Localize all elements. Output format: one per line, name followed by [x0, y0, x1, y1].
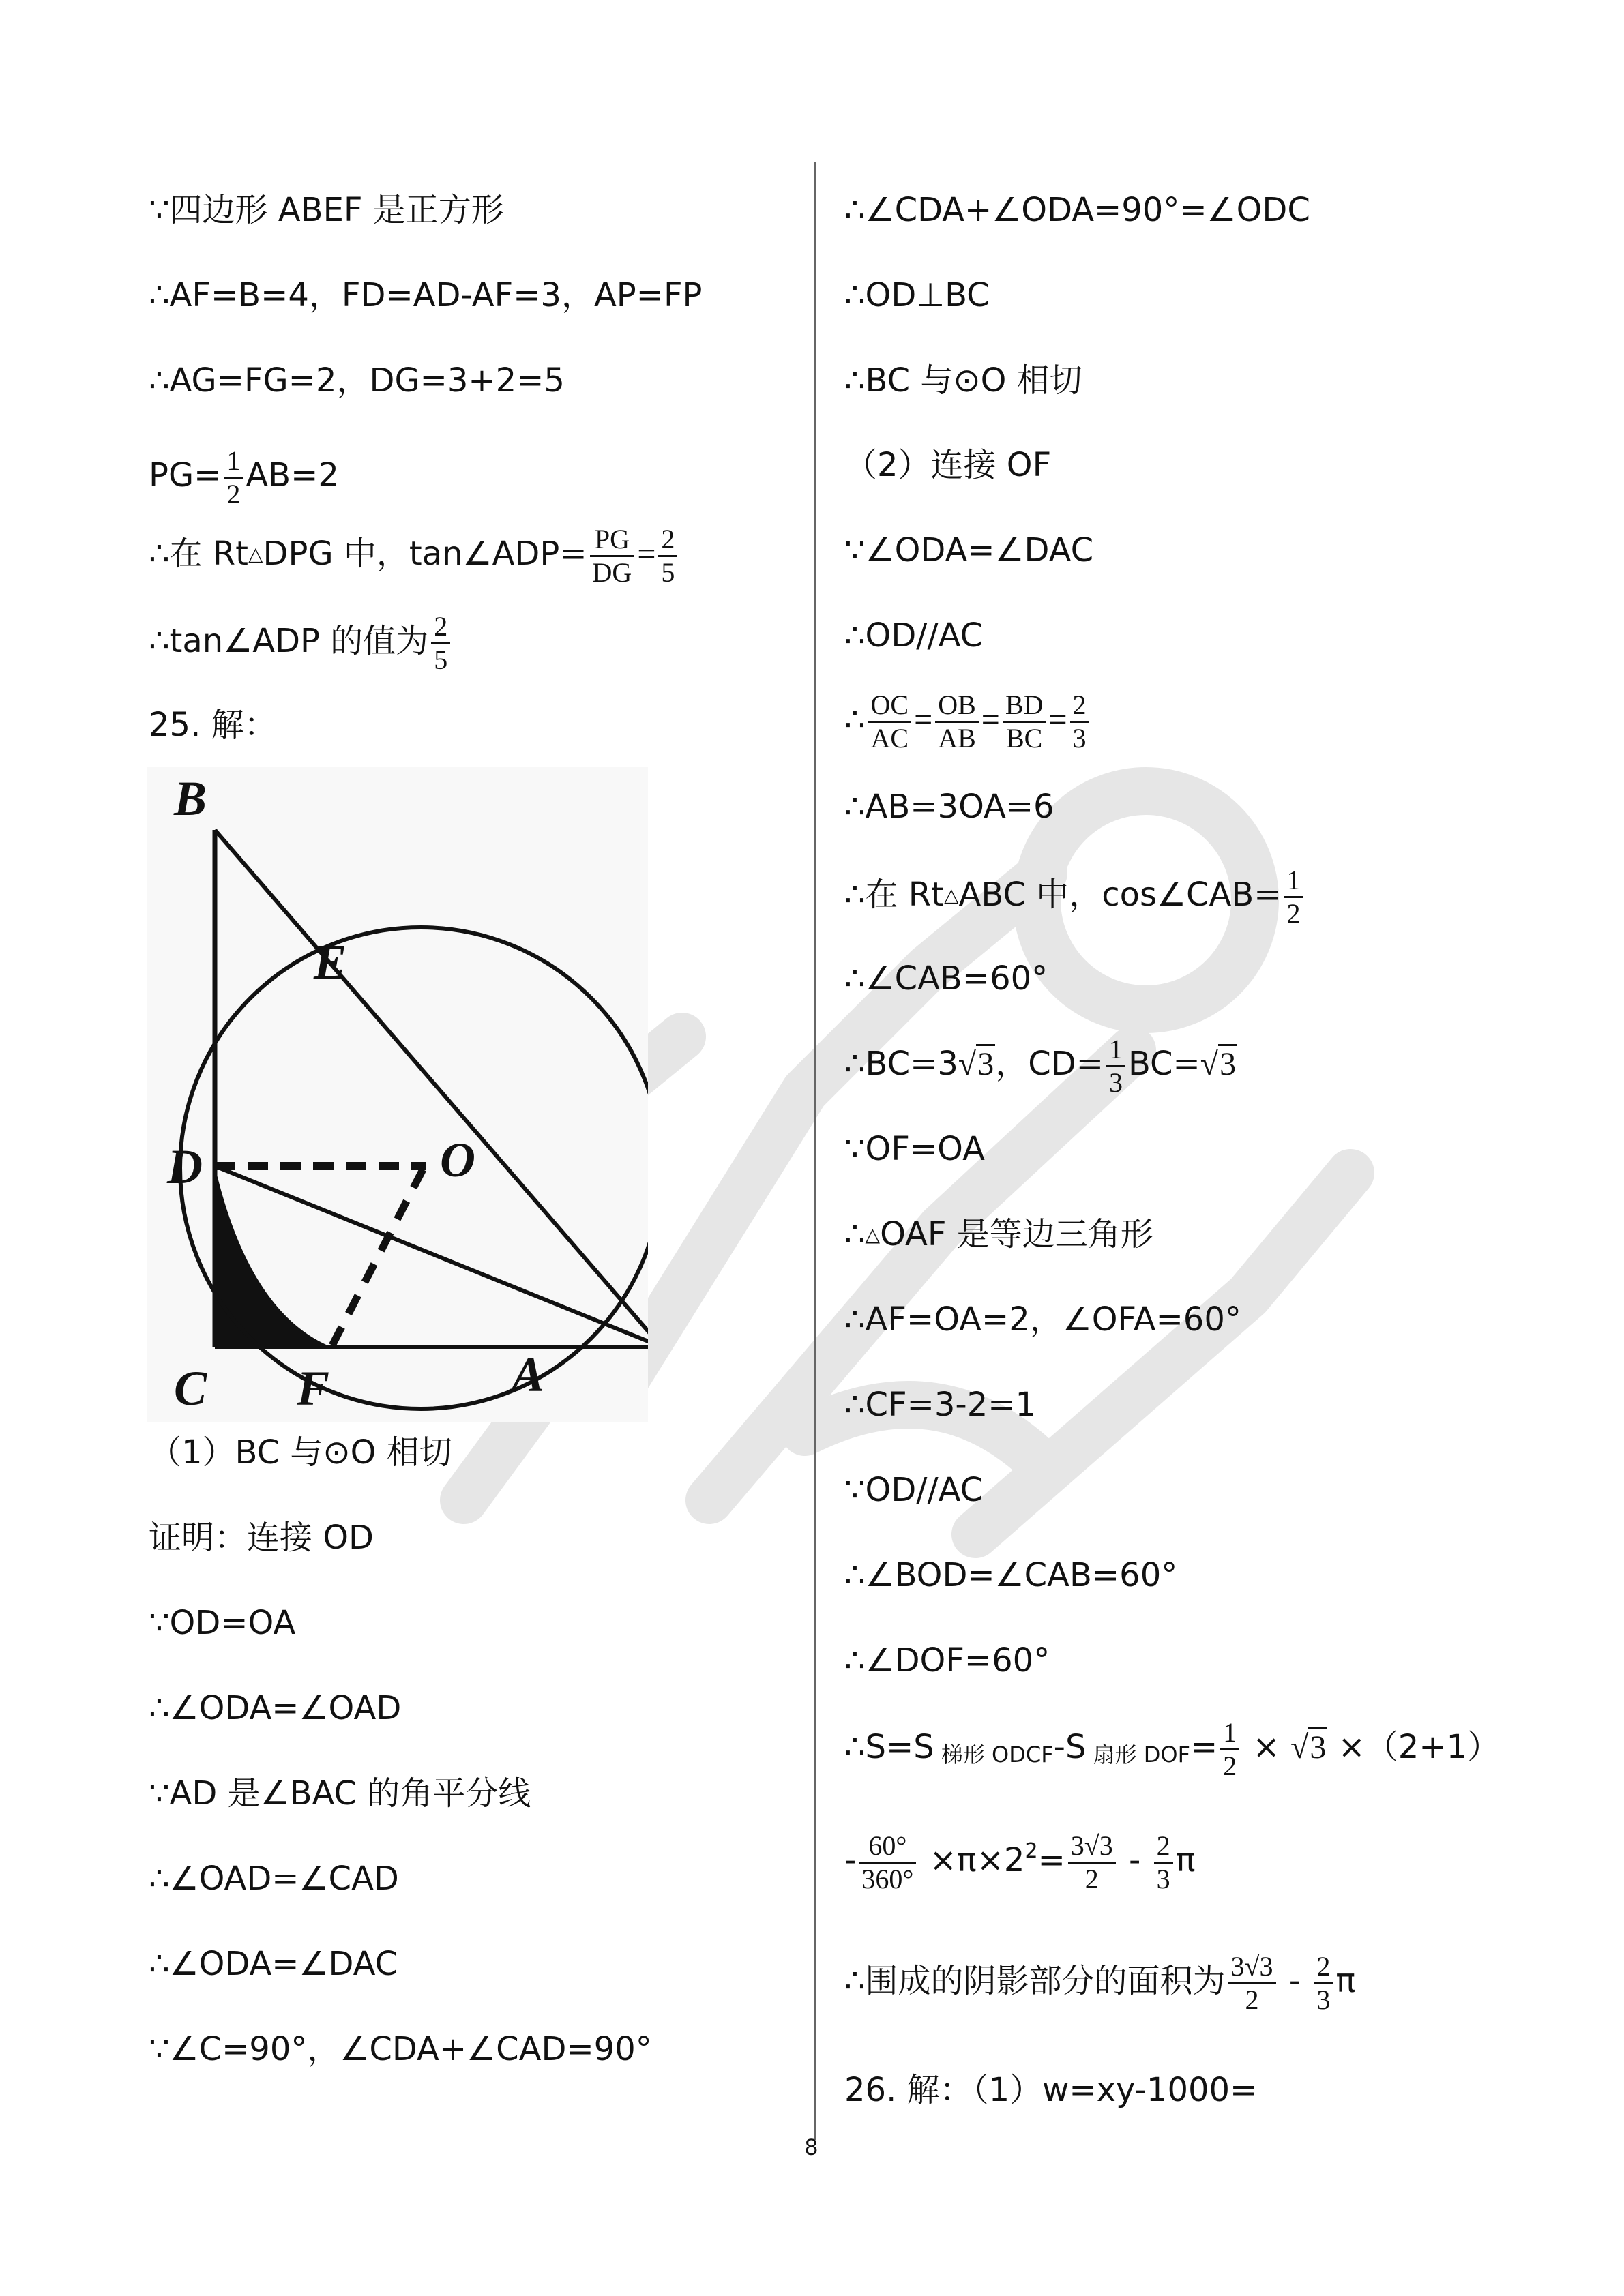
page-number: 8 — [805, 2134, 818, 2160]
text: = — [1190, 1728, 1218, 1766]
equation-line — [844, 1943, 1355, 2018]
text: ∴围成的阴影部分的面积为 — [844, 1962, 1226, 2000]
label-o: O — [440, 1133, 475, 1187]
text: π — [1175, 1841, 1196, 1879]
text: = — [1037, 1841, 1065, 1879]
label-f: F — [297, 1361, 330, 1416]
text: -S — [1053, 1728, 1087, 1766]
fraction: $\frac{1}{2}$ — [224, 445, 243, 510]
equals: = — [914, 702, 933, 738]
text: ∴tan∠ADP 的值为 — [149, 622, 429, 660]
geometry-figure — [147, 767, 648, 1422]
text-line: ∵∠ODA=∠DAC — [844, 531, 1094, 569]
square-root: √3 — [1290, 1727, 1327, 1765]
text: ABC 中，cos∠CAB= — [958, 876, 1282, 914]
fraction: $\frac{60^\circ}{360^\circ}$ — [859, 1830, 916, 1895]
label-d: D — [167, 1139, 203, 1194]
text-line: ∴AB=3OA=6 — [844, 788, 1054, 826]
text-line: ∵四边形 ABEF 是正方形 — [149, 191, 504, 229]
triangle-symbol: △ — [943, 884, 959, 906]
superscript: 2 — [1024, 1839, 1038, 1863]
text-line: 证明：连接 OD — [149, 1519, 374, 1557]
equation-line — [149, 607, 453, 675]
fraction: $\frac{PG}{DG}$ — [590, 524, 635, 588]
equation-line — [844, 1030, 1237, 1098]
fraction: $\frac{3√3}{2}$ — [1068, 1830, 1116, 1895]
text-line: ∴∠OAD=∠CAD — [149, 1860, 399, 1898]
text-line: ∴CF=3-2=1 — [844, 1386, 1037, 1424]
text-line: ∴BC 与⊙O 相切 — [844, 361, 1082, 400]
text: - — [844, 1841, 857, 1879]
text-line: ∵∠C=90°，∠CDA+∠CAD=90° — [149, 2030, 652, 2068]
text: PG= — [149, 456, 222, 494]
fraction: $\frac{2}{3}$ — [1314, 1951, 1333, 2016]
fraction: $\frac{1}{2}$ — [1284, 865, 1303, 929]
fraction: $\frac{BD}{BC}$ — [1003, 689, 1046, 754]
text-line: ∴∠ODA=∠OAD — [149, 1689, 402, 1727]
text: ×（2+1） — [1327, 1728, 1501, 1766]
problem-number: 25. 解： — [149, 706, 277, 744]
equation-line — [149, 520, 680, 588]
fraction: $\frac{1}{2}$ — [1220, 1717, 1239, 1782]
equation-line — [844, 1214, 1153, 1255]
fraction: $\frac{1}{3}$ — [1106, 1034, 1125, 1099]
triangle-symbol: △ — [865, 1223, 881, 1246]
label-e: E — [314, 935, 347, 989]
text-line: （2）连接 OF — [844, 446, 1052, 484]
text: ×π×2 — [919, 1841, 1025, 1879]
text-line: ∴AF=B=4，FD=AD-AF=3，AP=FP — [149, 276, 703, 314]
text: BC= — [1127, 1045, 1200, 1083]
text-line: ∴AF=OA=2，∠OFA=60° — [844, 1300, 1241, 1339]
text: ∴BC=3 — [844, 1045, 958, 1083]
label-b: B — [174, 771, 207, 826]
equation-line — [844, 1713, 1500, 1781]
text: ∴在 Rt — [149, 535, 248, 573]
square-root: √3 — [958, 1044, 995, 1082]
text-line: ∴∠CAB=60° — [844, 959, 1048, 998]
text: OAF 是等边三角形 — [880, 1215, 1153, 1253]
square-root: √3 — [1200, 1044, 1237, 1082]
fraction: $\frac{OB}{AB}$ — [935, 689, 979, 754]
equation-line — [149, 445, 339, 509]
equals: = — [1048, 702, 1067, 738]
text: - — [1278, 1962, 1312, 2000]
fraction: $\frac{OC}{AC}$ — [868, 689, 912, 754]
fraction: $\frac{2}{5}$ — [431, 611, 450, 676]
text-line: ∴∠DOF=60° — [844, 1641, 1050, 1680]
text-line: ∵OD//AC — [844, 1471, 984, 1509]
text-line: ∴OD⊥BC — [844, 276, 990, 314]
text: ，CD= — [995, 1045, 1104, 1083]
text-line: ∴AG=FG=2，DG=3+2=5 — [149, 361, 565, 400]
text: ∴在 Rt — [844, 876, 944, 914]
text-line: ∴OD//AC — [844, 616, 984, 655]
subscript: 梯形 ODCF — [934, 1742, 1054, 1768]
equals: = — [981, 702, 1000, 738]
column-divider — [814, 162, 816, 2140]
text: AB=2 — [246, 456, 339, 494]
subscript: 扇形 DOF — [1086, 1742, 1191, 1768]
text-line: ∵AD 是∠BAC 的角平分线 — [149, 1774, 531, 1813]
text: DPG 中，tan∠ADP= — [263, 535, 587, 573]
equation-line — [844, 861, 1306, 929]
equation-line — [844, 682, 1092, 757]
text: ∴S=S — [844, 1728, 934, 1766]
triangle-symbol: △ — [248, 543, 263, 565]
text-line: ∴∠ODA=∠DAC — [149, 1945, 398, 1983]
text-line: ∵OD=OA — [149, 1604, 296, 1642]
fraction: $\frac{2}{3}$ — [1154, 1830, 1173, 1895]
equals: = — [637, 536, 656, 572]
fraction: $\frac{2}{3}$ — [1070, 689, 1089, 754]
text: ∴ — [844, 1215, 866, 1253]
text-line: ∴∠CDA+∠ODA=90°=∠ODC — [844, 191, 1310, 229]
text-line: ∴∠BOD=∠CAB=60° — [844, 1556, 1178, 1594]
fraction: $\frac{2}{5}$ — [658, 524, 677, 588]
text: - — [1118, 1841, 1151, 1879]
text-line: ∵OF=OA — [844, 1130, 985, 1168]
equation-line — [844, 1814, 1196, 1894]
label-c: C — [174, 1361, 207, 1416]
problem-number: 26. 解：（1）w=xy-1000= — [844, 2071, 1258, 2109]
text-line: （1）BC 与⊙O 相切 — [149, 1433, 452, 1472]
label-a: A — [512, 1347, 545, 1402]
text: ∴ — [844, 700, 866, 739]
text: π — [1335, 1962, 1356, 2000]
fraction: $\frac{3√3}{2}$ — [1228, 1951, 1276, 2016]
text: × — [1242, 1728, 1290, 1766]
